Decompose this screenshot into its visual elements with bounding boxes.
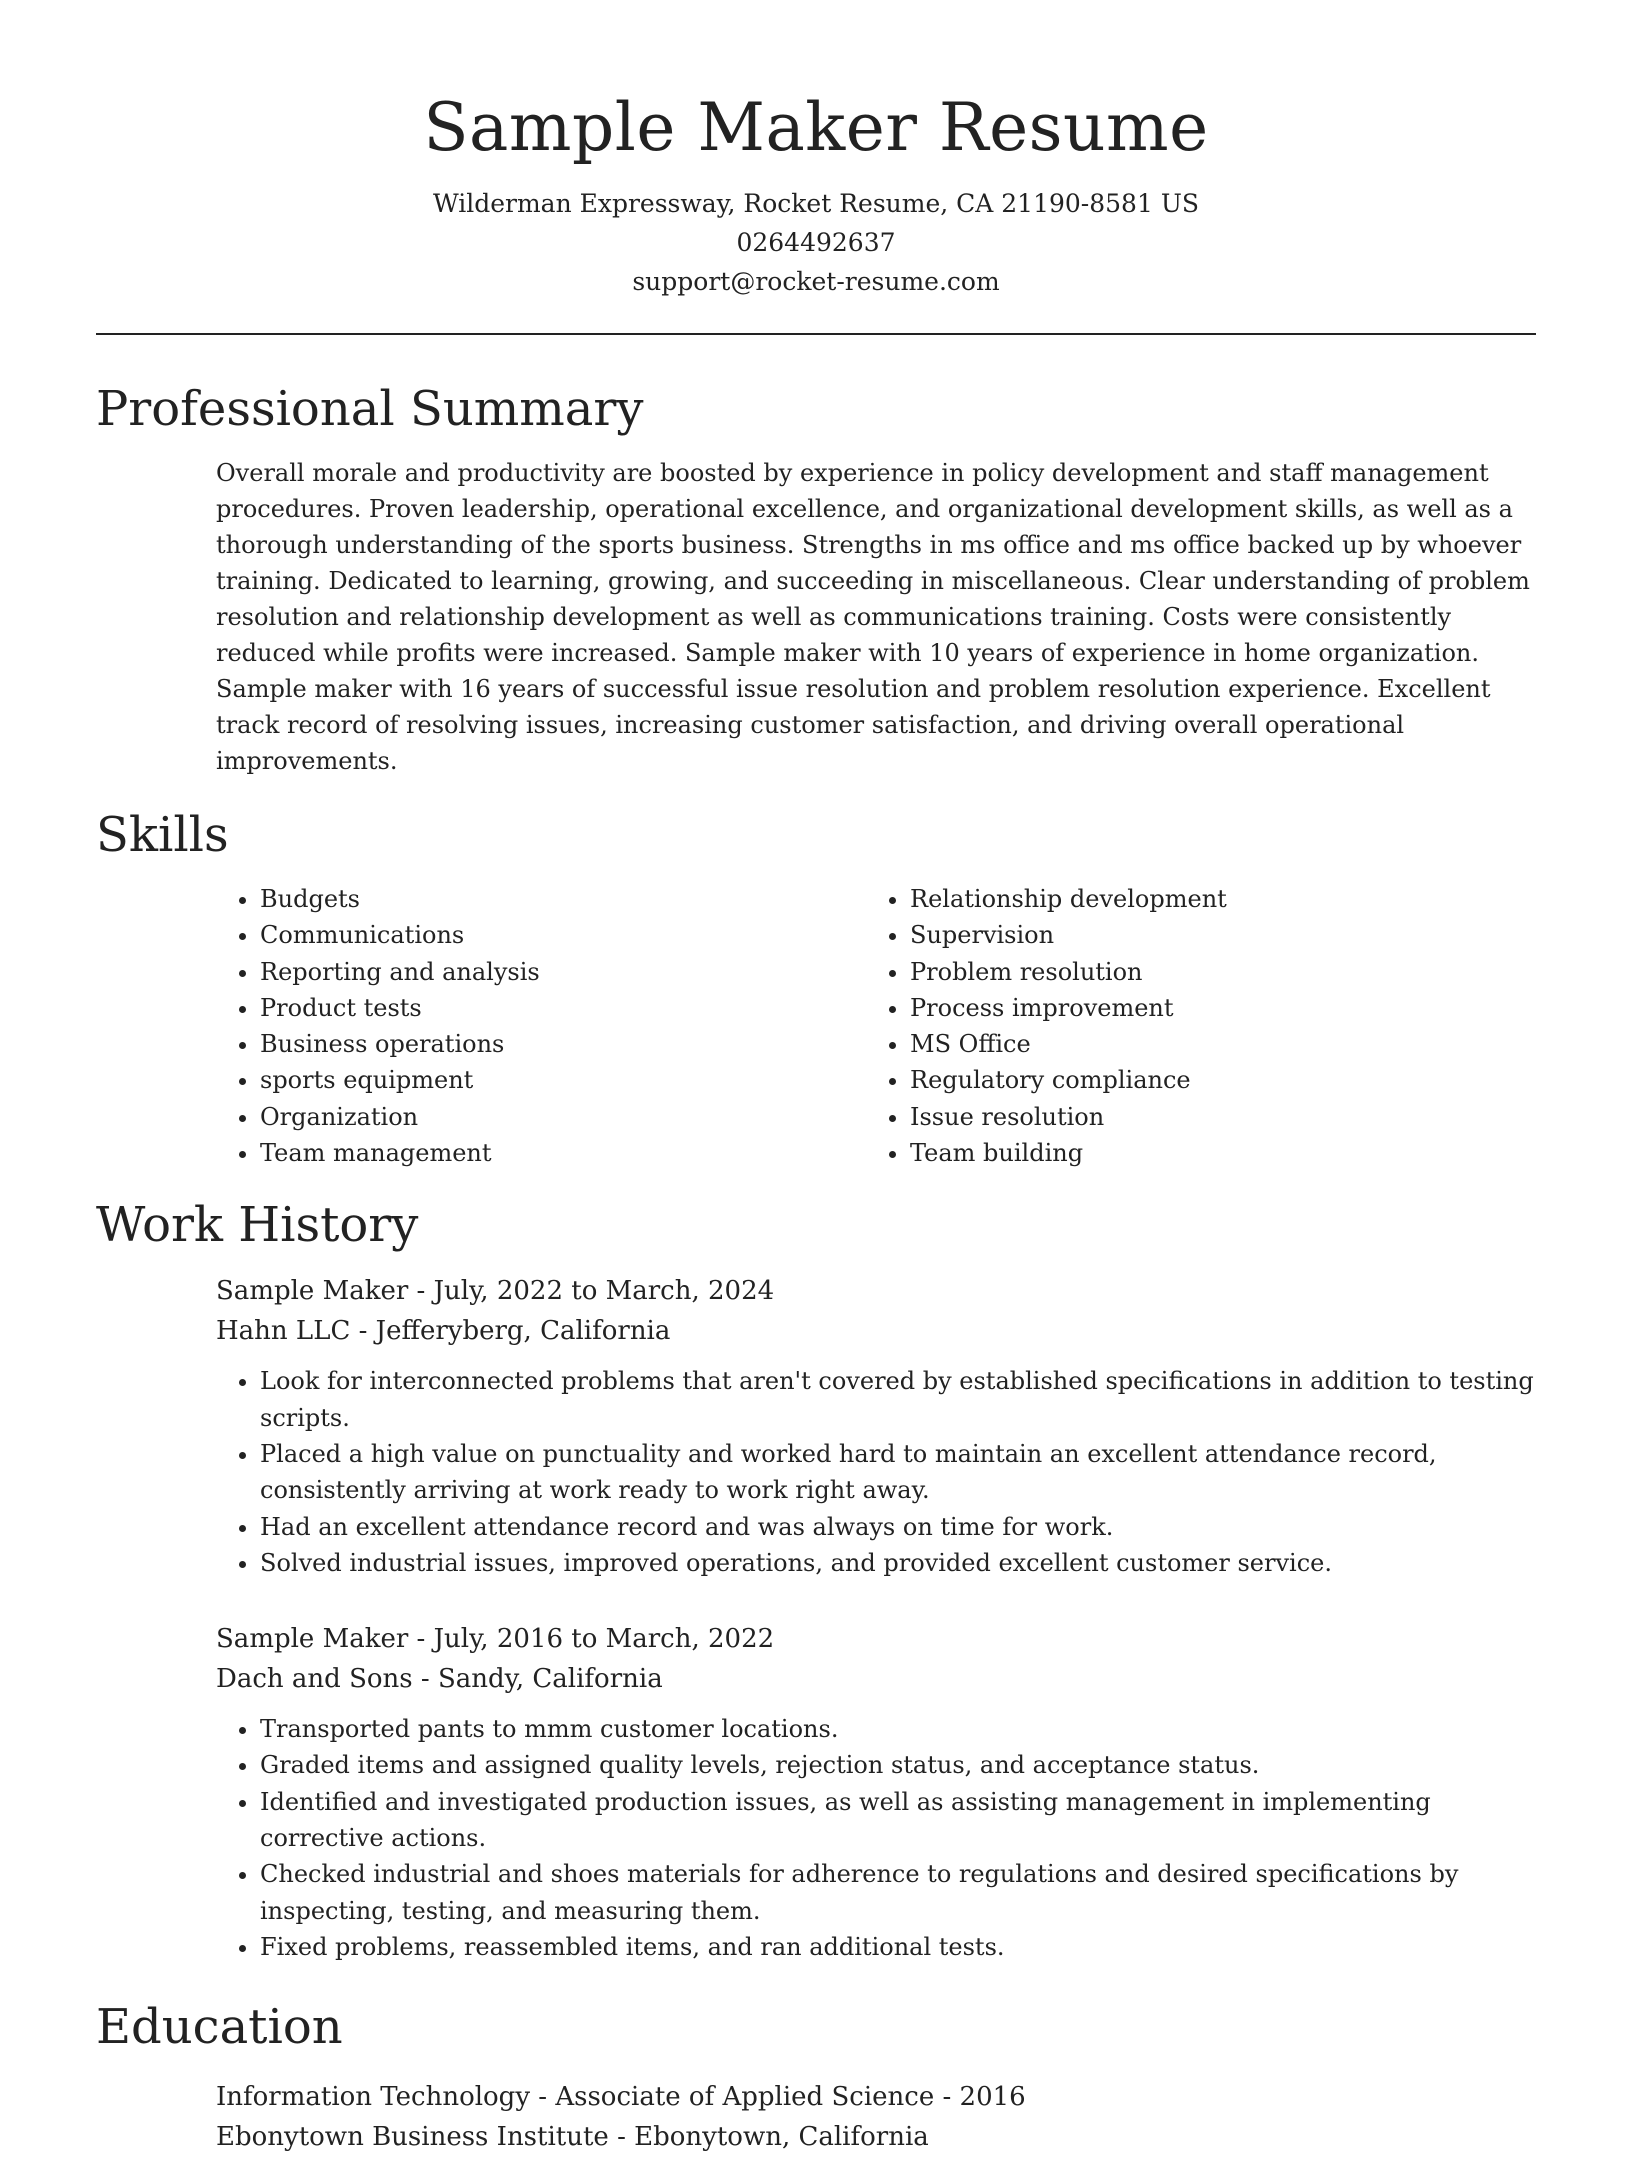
skill-item: • Problem resolution [910, 954, 1510, 990]
header-divider [96, 333, 1536, 335]
skill-item: • Product tests [260, 990, 866, 1026]
job-bullet: • Fixed problems, reassembled items, and ran additional tests. [260, 1929, 1536, 1965]
skill-item: • Team building [910, 1135, 1510, 1171]
skills-column-left [216, 881, 866, 1171]
job-bullets [216, 1363, 1536, 1581]
job-bullet: • Look for interconnected problems that aren't covered by established specifications in addition to testing scripts. [260, 1363, 1536, 1436]
education-heading: Education [96, 1999, 343, 2056]
skill-item: • Team management [260, 1135, 866, 1171]
job-role-line: Sample Maker - July, 2016 to March, 2022 [216, 1624, 775, 1655]
job-bullet: • Identified and investigated production issues, as well as assisting management in implementing corrective actions. [260, 1784, 1536, 1857]
job-entry [216, 1619, 1536, 1965]
education-school-line: Ebonytown Business Institute - Ebonytown, California [216, 2122, 929, 2153]
job-entry [216, 1271, 1536, 1581]
job-company-line: Dach and Sons - Sandy, California [216, 1664, 663, 1695]
skills-heading: Skills [96, 807, 229, 863]
contact-block [96, 184, 1536, 301]
skill-item: • sports equipment [260, 1062, 866, 1098]
job-bullet: • Placed a high value on punctuality and worked hard to maintain an excellent attendance record, consistently arriving at work ready to work right away. [260, 1436, 1536, 1509]
job-bullet: • Transported pants to mmm customer locations. [260, 1711, 1536, 1747]
skill-item: • Budgets [260, 881, 866, 917]
skills-list [216, 881, 1536, 1171]
summary-heading: Professional Summary [96, 381, 644, 437]
job-company-line: Hahn LLC - Jefferyberg, California [216, 1316, 671, 1347]
skill-item: • Regulatory compliance [910, 1062, 1510, 1098]
contact-email: support@rocket-resume.com [632, 267, 1000, 296]
resume-page [96, 0, 1536, 2157]
skill-item: • MS Office [910, 1026, 1510, 1062]
summary-text: Overall morale and productivity are boosted by experience in policy development and staff management procedures. Proven leadership, operational excellence, and organizational development skills, as well as a thorough understanding of the sports business. Strengths in ms office and ms office backed up by whoever training. Dedicated to learning, growing, and succeeding in miscellaneous. Clear understanding of problem resolution and relationship development as well as communications training. Costs were consistently reduced while profits were increased. Sample maker with 10 years of experience in home organization. Sample maker with 16 years of successful issue resolution and problem resolution experience. Excellent track record of resolving issues, increasing customer satisfaction, and driving overall operational improvements. [216, 459, 1530, 775]
job-bullets [216, 1711, 1536, 1965]
skill-item: • Issue resolution [910, 1099, 1510, 1135]
contact-address: Wilderman Expressway, Rocket Resume, CA 21190-8581 US [432, 189, 1200, 218]
skill-item: • Supervision [910, 917, 1510, 953]
skill-item: • Process improvement [910, 990, 1510, 1026]
job-role-line: Sample Maker - July, 2022 to March, 2024 [216, 1276, 775, 1307]
contact-phone: 0264492637 [736, 228, 896, 257]
education-entry [216, 2077, 1536, 2157]
job-bullet: • Had an excellent attendance record and was always on time for work. [260, 1509, 1536, 1545]
job-bullet: • Checked industrial and shoes materials for adherence to regulations and desired specifications by inspecting, testing, and measuring them. [260, 1856, 1536, 1929]
education-degree-line: Information Technology - Associate of Applied Science - 2016 [216, 2082, 1026, 2113]
work-history-heading: Work History [96, 1197, 419, 1254]
job-bullet: • Solved industrial issues, improved operations, and provided excellent customer service. [260, 1545, 1536, 1581]
skill-item: • Communications [260, 917, 866, 953]
skills-column-right [866, 881, 1510, 1171]
job-bullet: • Graded items and assigned quality levels, rejection status, and acceptance status. [260, 1747, 1536, 1783]
resume-name: Sample Maker Resume [423, 89, 1209, 166]
skill-item: • Organization [260, 1099, 866, 1135]
skill-item: • Relationship development [910, 881, 1510, 917]
skill-item: • Reporting and analysis [260, 954, 866, 990]
skill-item: • Business operations [260, 1026, 866, 1062]
